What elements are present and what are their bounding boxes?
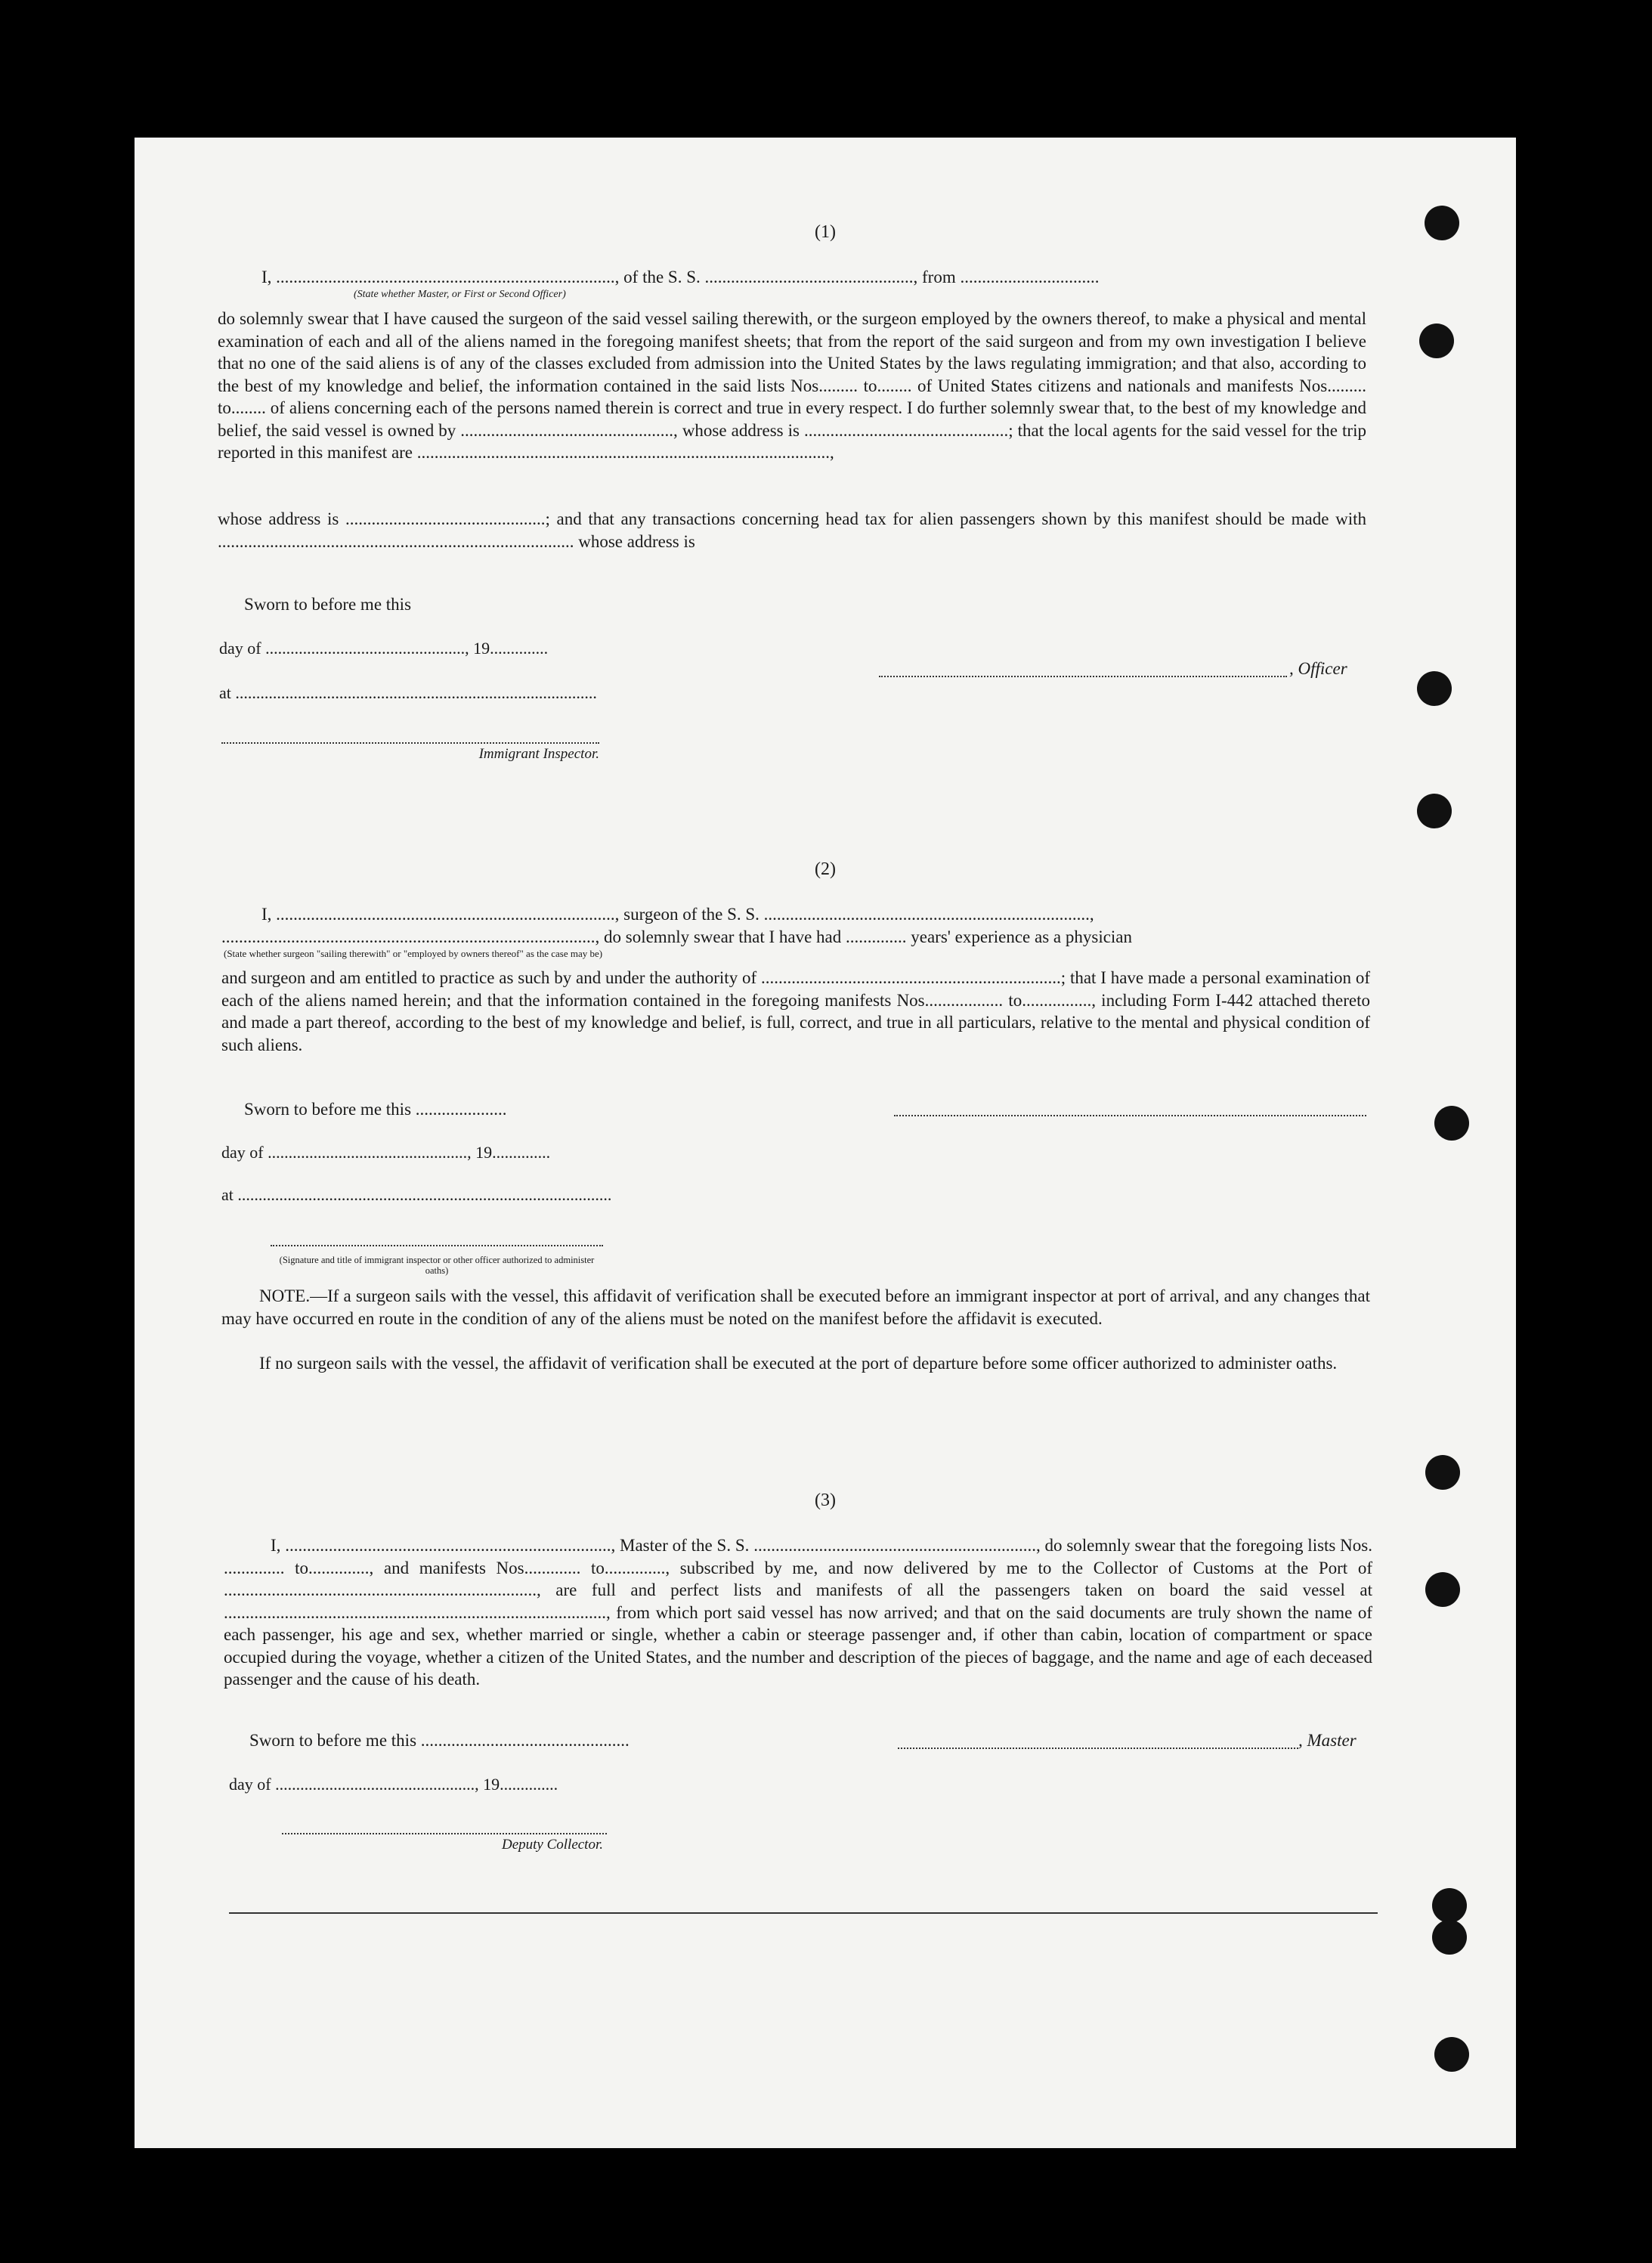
section-1-inspector-signature-line [221,742,599,744]
section-2-body: and surgeon and am entitled to practice as such by and under the authority of .....................................................................; that I have made a personal examination of each of the aliens named herein; and that the information contained in the foregoing manifests Nos.................. to................, including Form I-442 attached thereto and made a part thereof, according to the best of my knowledge and belief, is full, correct, and true in all particulars, relative to the mental and physical condition of such aliens. [221,968,1370,1054]
surgeon-signature-line [894,1115,1366,1116]
section-2-note-2: If no surgeon sails with the vessel, the affidavit of verification shall be executed at the port of departure before some officer authorized to administer oaths. [259,1354,1338,1373]
section-1-address-line: whose address is ..............................................; and that any transactions concerning head tax for alien passengers shown by this manifest should be made with .................................................................................. whose address is [218,509,1366,551]
section-2-caption: (State whether surgeon "sailing therewith" or "employed by owners thereof" as the case may be) [224,948,603,959]
section-2-first-line: I, .............................................................................., surgeon of the S. S. ..........................................................................., [261,905,1094,924]
bottom-rule [229,1912,1378,1914]
binder-hole-icon [1417,671,1452,706]
section-2-note: NOTE.—If a surgeon sails with the vessel, this affidavit of verification shall be executed before an immigrant inspector at port of arrival, and any changes that may have occurred en route in the condition of any of the aliens must be noted on the manifest before the affidavit is executed. [221,1286,1370,1328]
binder-hole-icon [1432,1920,1467,1955]
binder-hole-icon [1434,2037,1469,2072]
section-3-sworn: Sworn to before me this ................................................ [249,1731,630,1750]
officer-signature-line [879,676,1287,677]
section-1-day: day of ................................................, 19.............. [219,639,549,658]
manifest-page [135,138,1516,2148]
binder-hole-icon [1419,324,1454,358]
section-3-day: day of ................................................, 19.............. [229,1775,558,1794]
section-3-title: (3) [815,1491,836,1510]
binder-hole-icon [1417,794,1452,828]
binder-hole-icon [1432,1888,1467,1923]
binder-hole-icon [1425,1572,1460,1607]
binder-hole-icon [1434,1106,1469,1141]
section-1-caption: (State whether Master, or First or Second Officer) [354,289,566,300]
section-3-body: I, ..........................................................................., Master of the S. S. ................................................................., do solemnly swear that the foregoing lists Nos. .............. to.............., and manifests Nos............. to.............., subscribed by me, and now delivered by me to the Collector of Customs at the Port of ........................................................................, are full and perfect lists and manifests of all the passengers taken on board the said vessel at ........................................................................................, from which port said vessel has now arrived; and that on the said documents are truly shown the name of each passenger, his age and sex, whether married or single, whether a cabin or steerage passenger and, if other than cabin, location of compartment or space occupied during the voyage, whether a citizen of the United States, and the number and description of the pieces of baggage, and the name and age of each deceased passenger and the cause of his death. [224,1536,1372,1689]
collector-label: Deputy Collector. [501,1837,603,1853]
officer-label: , Officer [1289,659,1347,678]
section-1-at: at ....................................................................................... [219,683,597,702]
section-2-second-line: ......................................................................................, do solemnly swear that I have had .............. years' experience as a physician [221,927,1133,946]
binder-hole-icon [1425,206,1459,240]
section-2-day: day of ................................................, 19.............. [221,1143,551,1162]
section-1-first-line: I, .............................................................................., of the S. S. ................................................, from ................................ [261,268,1100,286]
section-1-body: do solemnly swear that I have caused the surgeon of the said vessel sailing therewith, or the surgeon employed by the owners thereof, to make a physical and mental examination of each and all of the aliens named in the foregoing manifest sheets; that from the report of the said surgeon and from my own investigation I believe that no one of the said aliens is of any of the classes excluded from admission into the United States by the laws regulating immigration; and that also, according to the best of my knowledge and belief, the information contained in the said lists Nos......... to........ of United States citizens and nationals and manifests Nos......... to........ of aliens concerning each of the persons named therein is correct and true in every respect. I do further solemnly swear that, to the best of my knowledge and belief, the said vessel is owned by ................................................., whose address is ...............................................; that the local agents for the said vessel for the trip reported in this manifest are ..............................................................................................., [218,309,1366,462]
section-2-inspector-caption: (Signature and title of immigrant inspector or other officer authorized to administer oaths) [279,1255,595,1276]
section-2-at: at .......................................................................................... [221,1185,612,1204]
section-2-title: (2) [815,859,836,879]
binder-hole-icon [1425,1455,1460,1490]
master-signature-line [898,1748,1298,1749]
section-2-sworn: Sworn to before me this ..................... [244,1100,507,1119]
section-1-title: (1) [815,222,836,242]
section-1-inspector-label: Immigrant Inspector. [478,746,599,762]
section-2-inspector-signature-line [271,1245,603,1246]
section-1-sworn: Sworn to before me this [244,595,412,614]
collector-signature-line [282,1833,607,1834]
master-label: , Master [1298,1731,1357,1750]
